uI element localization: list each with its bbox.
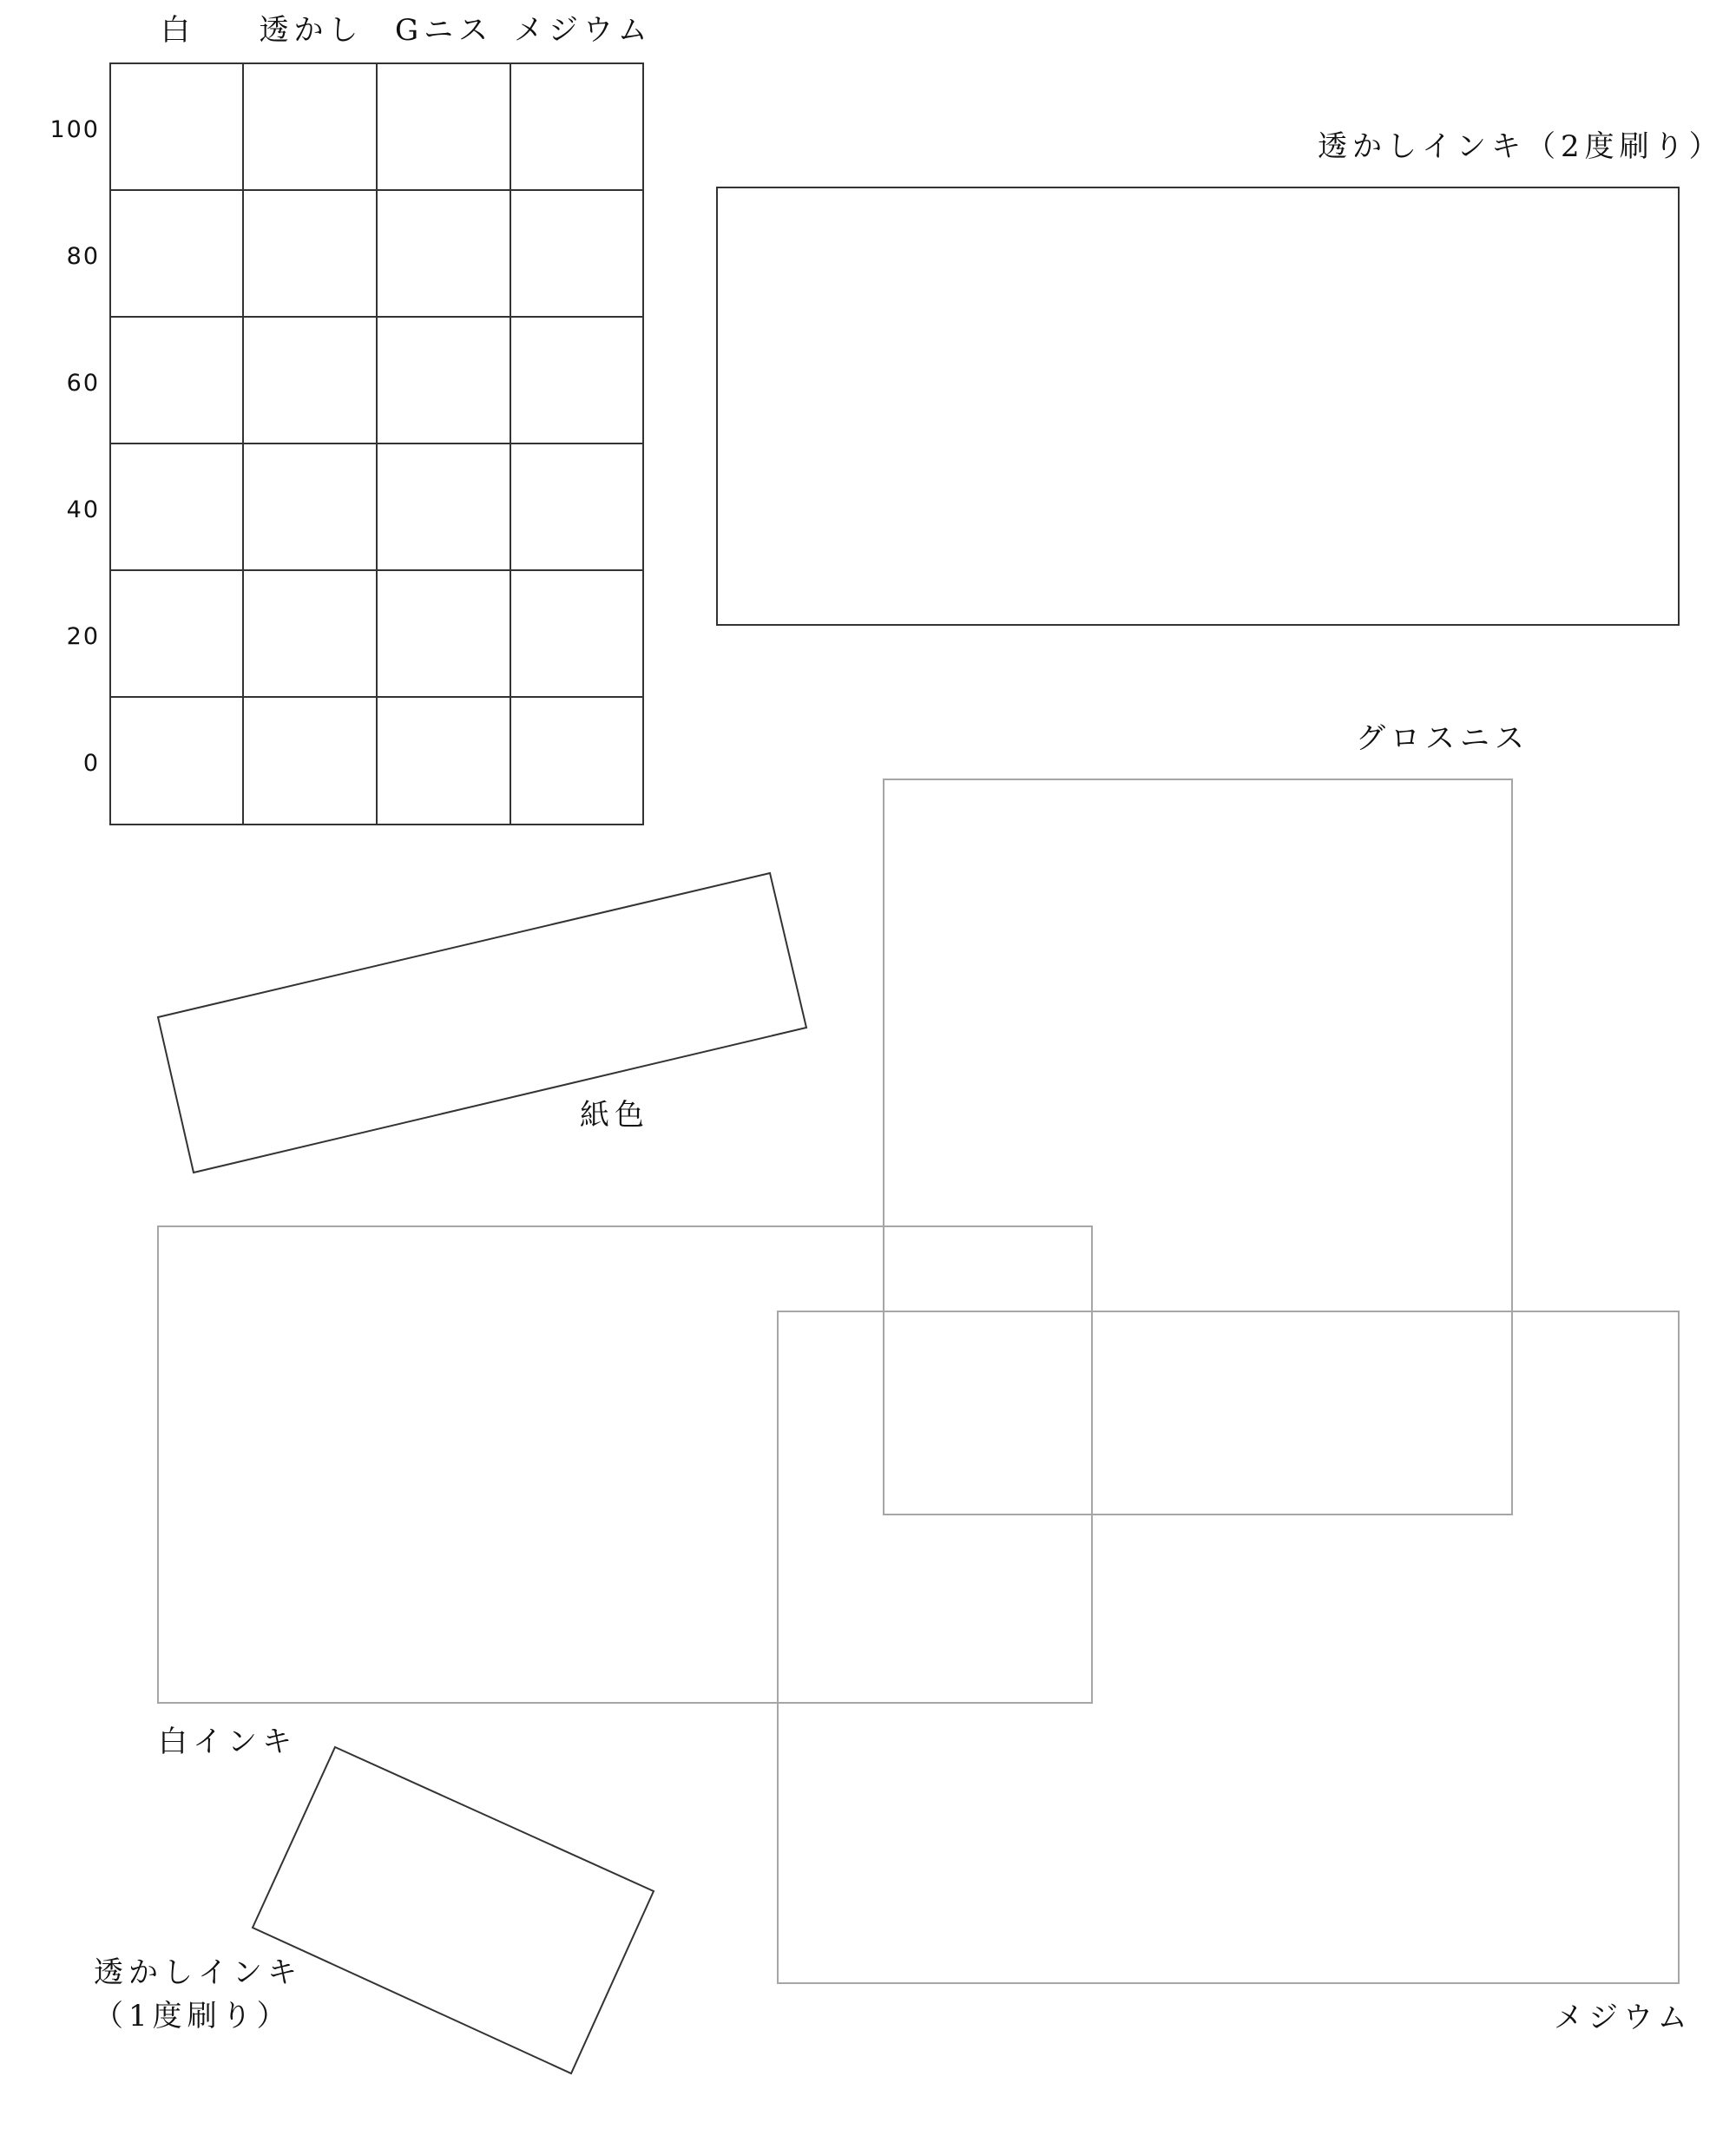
gloss-varnish-swatch <box>884 779 1512 1515</box>
test-grid <box>110 63 643 825</box>
row-tick-20: 20 <box>66 623 100 650</box>
paper-color-label: 紙色 <box>580 1098 649 1133</box>
gloss-varnish-label: グロスニス <box>1356 721 1529 756</box>
column-header-transparent: 透かし <box>259 13 364 48</box>
transparent-ink-single-label-line1: 透かしインキ <box>94 1955 302 1990</box>
row-tick-100: 100 <box>49 116 100 143</box>
column-header-gloss-varnish: Gニス <box>395 13 494 48</box>
transparent-ink-single-label-line2: （1度刷り） <box>94 1999 292 2034</box>
column-header-white: 白 <box>161 13 195 48</box>
medium-swatch <box>778 1311 1679 1983</box>
white-ink-label: 白インキ <box>158 1725 297 1759</box>
white-ink-swatch <box>158 1226 1092 1703</box>
transparent-ink-double-label: 透かしインキ（2度刷り） <box>1318 129 1724 164</box>
medium-label: メジウム <box>1554 2001 1693 2035</box>
transparent-ink-single-swatch <box>253 1747 654 2073</box>
transparent-ink-double-swatch <box>717 187 1679 625</box>
row-tick-0: 0 <box>82 750 100 777</box>
row-tick-80: 80 <box>66 243 100 270</box>
row-tick-40: 40 <box>66 496 100 523</box>
paper-color-swatch <box>158 873 806 1173</box>
row-tick-60: 60 <box>66 370 100 397</box>
column-header-medium: メジウム <box>514 13 653 48</box>
